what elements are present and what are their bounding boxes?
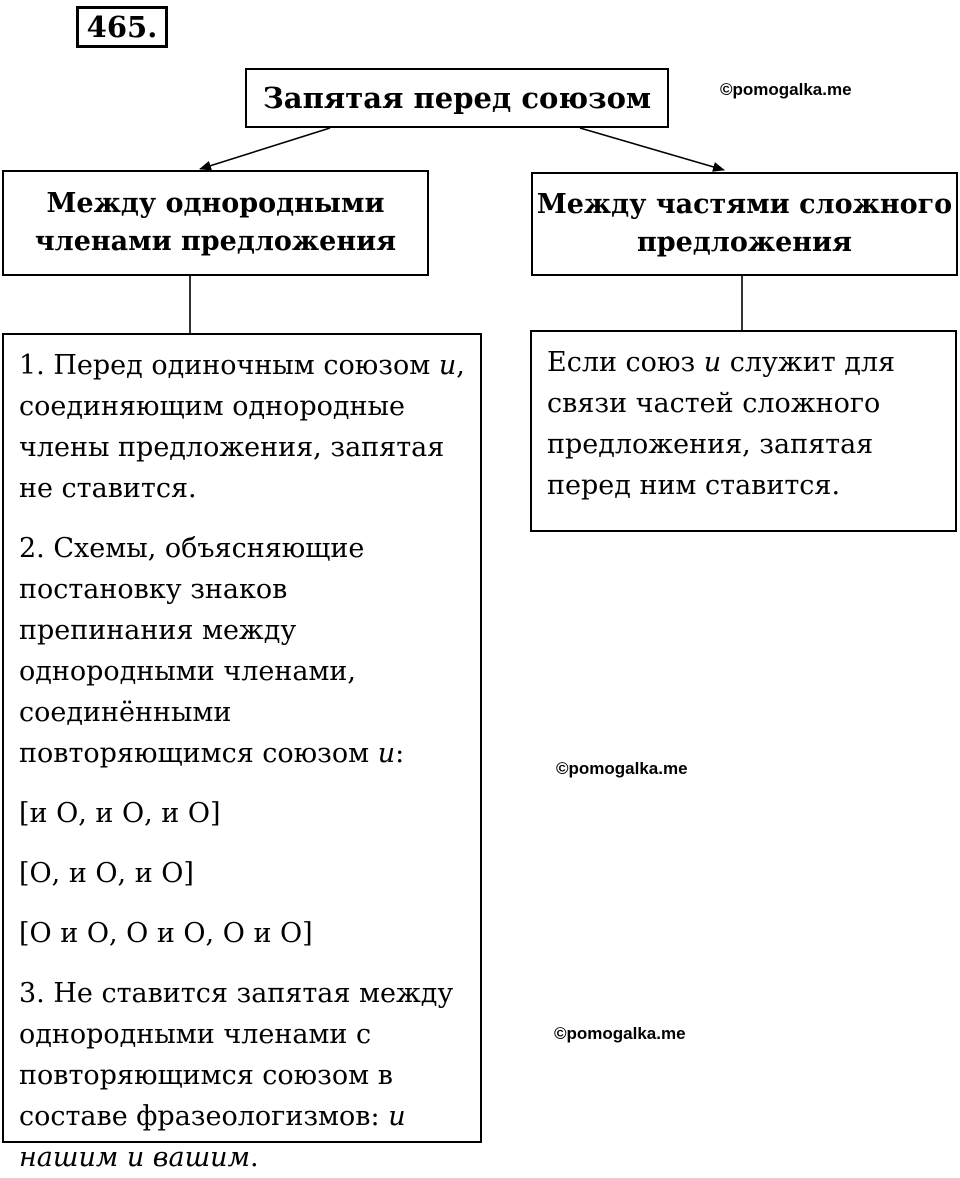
diagram-title-box xyxy=(245,68,669,128)
watermark: ©pomogalka.me xyxy=(556,759,688,778)
exercise-number-dot: . xyxy=(147,10,158,44)
exercise-number: 465 xyxy=(86,10,148,44)
conjunction: и xyxy=(438,350,457,381)
arrow-to-right-branch xyxy=(580,128,724,170)
arrow-to-left-branch xyxy=(200,128,330,169)
rule-3: 3. Не ставится запятая между однородными членами с повторяющимся союзом в составе фразеологизмов: и нашим и вашим. xyxy=(19,978,454,1173)
right-heading-line1: Между частями сложного xyxy=(536,189,953,220)
left-branch-heading xyxy=(2,170,429,276)
left-heading-line1: Между однородными xyxy=(46,188,385,219)
diagram-title: Запятая перед союзом xyxy=(262,81,652,115)
watermark: ©pomogalka.me xyxy=(554,1024,686,1043)
rule-2: 2. Схемы, объясняющие постановку знаков препинания между однородными членами, соединёнными повторяющимся союзом и: xyxy=(19,533,405,769)
right-branch-rule: Если союз и служит для связи частей сложного предложения, запятая перед ним ставится. xyxy=(530,330,957,532)
right-heading-line2: предложения xyxy=(636,227,853,258)
idiom: и нашим и вашим xyxy=(19,1101,406,1173)
watermark: ©pomogalka.me xyxy=(720,80,852,99)
rule-1: 1. Перед одиночным союзом и, соединяющим однородные члены предложения, запятая не ставится. xyxy=(19,350,465,504)
left-heading-line2: членами предложения xyxy=(34,226,397,257)
conjunction: и xyxy=(703,347,722,378)
left-branch-rules xyxy=(2,333,482,1173)
right-branch-heading xyxy=(531,172,958,276)
scheme-2: [О, и О, и О] xyxy=(19,858,194,889)
conjunction: и xyxy=(377,738,396,769)
exercise-number-box xyxy=(76,6,168,48)
scheme-3: [О и О, О и О, О и О] xyxy=(19,918,313,949)
scheme-1: [и О, и О, и О] xyxy=(19,798,221,829)
